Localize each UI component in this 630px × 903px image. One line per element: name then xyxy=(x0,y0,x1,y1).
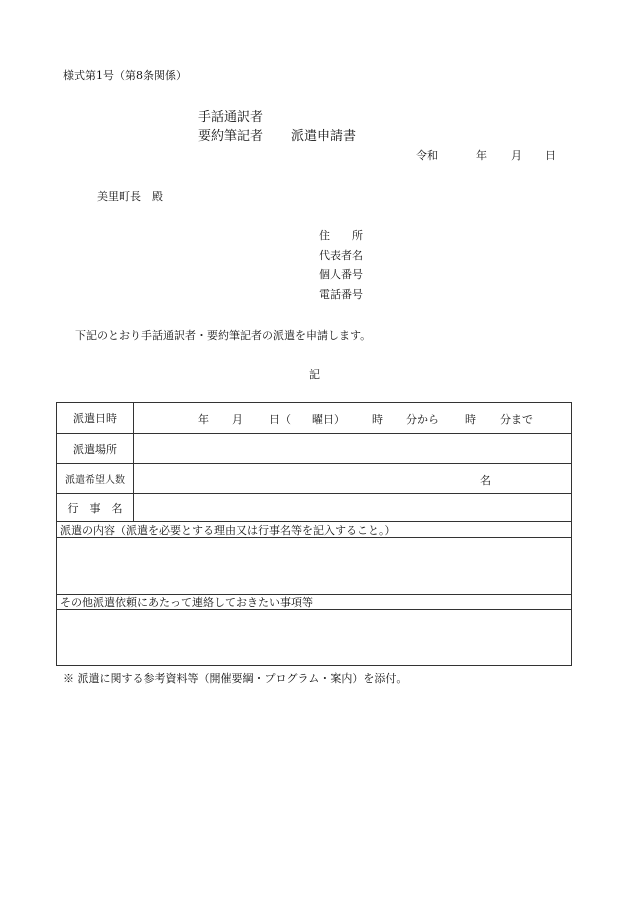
label-dispatch-datetime: 派遣日時 xyxy=(73,412,117,425)
other-notes-field[interactable] xyxy=(57,610,571,665)
dt-year: 年 xyxy=(198,413,209,426)
label-other-notes: その他派遣依頼にあたって連絡しておきたい事項等 xyxy=(60,596,313,609)
addressee: 美里町長 殿 xyxy=(97,190,163,203)
title-line1: 手話通訳者 xyxy=(198,110,264,125)
label-dispatch-content: 派遣の内容（派遣を必要とする理由又は行事名等を記入すること。） xyxy=(60,523,396,537)
application-table xyxy=(56,402,572,666)
dt-until: 分まで xyxy=(500,413,533,426)
field-personal-number: 個人番号 xyxy=(319,268,363,281)
date-year: 年 xyxy=(476,149,487,162)
field-representative: 代表者名 xyxy=(319,249,363,262)
dispatch-datetime-field[interactable] xyxy=(134,403,572,433)
dt-month: 月 xyxy=(232,413,243,426)
label-requested-count: 派遣希望人数 xyxy=(65,475,125,486)
date-era: 令和 xyxy=(416,149,438,162)
dt-weekday: 曜日） xyxy=(312,413,345,426)
requested-count-field[interactable] xyxy=(134,464,572,493)
date-month: 月 xyxy=(511,149,522,162)
event-name-field[interactable] xyxy=(134,494,572,521)
dispatch-place-field[interactable] xyxy=(134,434,572,463)
dt-from: 分から xyxy=(406,413,439,426)
dt-hour-start: 時 xyxy=(372,413,383,426)
dt-hour-end: 時 xyxy=(465,413,476,426)
field-address: 住 所 xyxy=(319,229,363,242)
dt-day: 日（ xyxy=(269,413,291,426)
form-number: 様式第1号（第8条関係） xyxy=(63,69,187,82)
field-phone: 電話番号 xyxy=(319,288,363,301)
dispatch-content-field[interactable] xyxy=(57,538,571,594)
label-dispatch-place: 派遣場所 xyxy=(73,442,117,456)
label-event-name: 行 事 名 xyxy=(67,501,123,515)
title-line2: 要約筆記者 xyxy=(198,129,264,144)
intro-text: 下記のとおり手話通訳者・要約筆記者の派遣を申請します。 xyxy=(75,329,372,342)
attachment-note: ※ 派遣に関する参考資料等（開催要綱・プログラム・案内）を添付。 xyxy=(63,672,408,685)
title-suffix: 派遣申請書 xyxy=(291,129,357,144)
date-day: 日 xyxy=(545,149,556,162)
count-unit: 名 xyxy=(480,474,491,487)
ki-heading: 記 xyxy=(309,368,320,381)
